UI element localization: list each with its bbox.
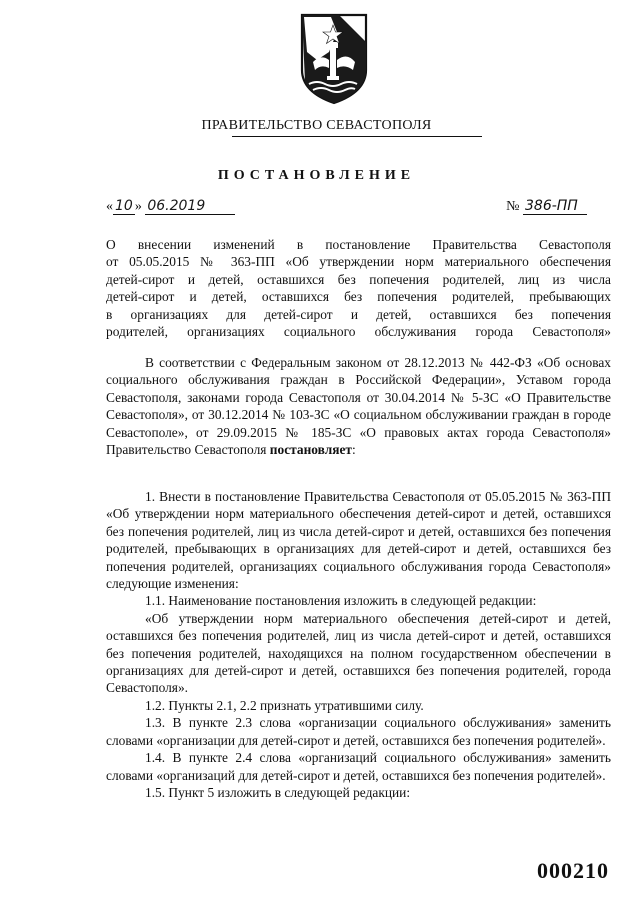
document-date [106, 198, 235, 215]
subject-line: О внесении изменений в постановление Правительства Севастополя [106, 237, 611, 252]
subject-line: в организациях для детей-сирот и детей, оставшихся без попечения [106, 306, 611, 322]
decree-items [106, 488, 611, 801]
date-close-quote: » [134, 199, 142, 214]
sevastopol-coat-of-arms [299, 12, 369, 105]
preamble-paragraph [106, 354, 611, 458]
document-type-heading: ПОСТАНОВЛЕНИЕ [217, 168, 416, 183]
government-title: ПРАВИТЕЛЬСТВО СЕВАСТОПОЛЯ [201, 118, 432, 133]
item-1-1-quote: «Об утверждении норм материального обеспечения детей-сирот и детей, оставшихся без попечения родителей, лиц из числа детей-сирот и детей, оставшихся без попечения родителей, находящихся на полном государственном обеспечении в организациях для детей-сирот и детей, оставшихся без попечения родителей, города Севастополя». [106, 610, 611, 696]
item-1-3: 1.3. В пункте 2.3 слова «организации социального обслуживания» заменить словами «организации для детей-сирот и детей, оставшихся без попечения родителей». [106, 715, 611, 748]
number-value: 386-ПП [523, 198, 587, 215]
date-month-year: 06.2019 [145, 198, 235, 215]
decree-subject [106, 236, 611, 340]
subject-line: детей-сирот и детей, оставшихся без попечения родителей, пребывающих [106, 289, 611, 305]
preamble [106, 354, 611, 458]
date-open-quote: « [106, 199, 113, 214]
date-day: 10 [115, 198, 133, 214]
preamble-text: В соответствии с Федеральным законом от 28.12.2013 № 442-ФЗ «Об основах социального обслуживания граждан в Российской Федерации», Уставом города Севастополя, законами города Севастополя от 30.04.2014 № 5-ЗС «О Правительстве Севастополя», от 30.12.2014 № 103-ЗС «О социальном обслуживании граждан в городе Севастополе», от 29.09.2015 № 185-ЗС «О правовых актах города Севастополя» Правительство Севастополя [106, 355, 611, 458]
item-1-2: 1.2. Пункты 2.1, 2.2 признать утратившими силу. [145, 697, 424, 713]
item-1: 1. Внести в постановление Правительства Севастополя от 05.05.2015 № 363-ПП «Об утверждении норм материального обеспечения детей-сирот и детей, оставшихся без попечения родителей, лиц из числа детей-сирот и детей, оставшихся без попечения родителей, пребывающих в организациях для детей-сирот и детей, оставшихся без попечения родителей, организациях социального обслуживания города Севастополя» следующие изменения: [106, 489, 611, 592]
subject-line: детей-сирот и детей, оставшихся без попечения родителей, лиц из числа [106, 271, 611, 287]
decree-word: постановляет [269, 442, 352, 458]
item-1-5: 1.5. Пункт 5 изложить в следующей редакции: [145, 784, 411, 800]
title-underline [232, 136, 482, 137]
item-1-4: 1.4. В пункте 2.4 слова «организаций социального обслуживания» заменить словами «организаций для детей-сирот и детей, оставшихся без попечения родителей». [106, 750, 611, 783]
number-sign: № [506, 199, 520, 214]
serial-number: 000210 [537, 858, 609, 883]
document-number [506, 198, 587, 215]
preamble-end: : [351, 442, 356, 458]
item-1-1: 1.1. Наименование постановления изложить в следующей редакции: [145, 593, 537, 609]
subject-line: от 05.05.2015 № 363-ПП «Об утверждении норм материального обеспечения [106, 254, 611, 270]
subject-line: родителей, организациях социального обслуживания города Севастополя» [106, 324, 611, 340]
